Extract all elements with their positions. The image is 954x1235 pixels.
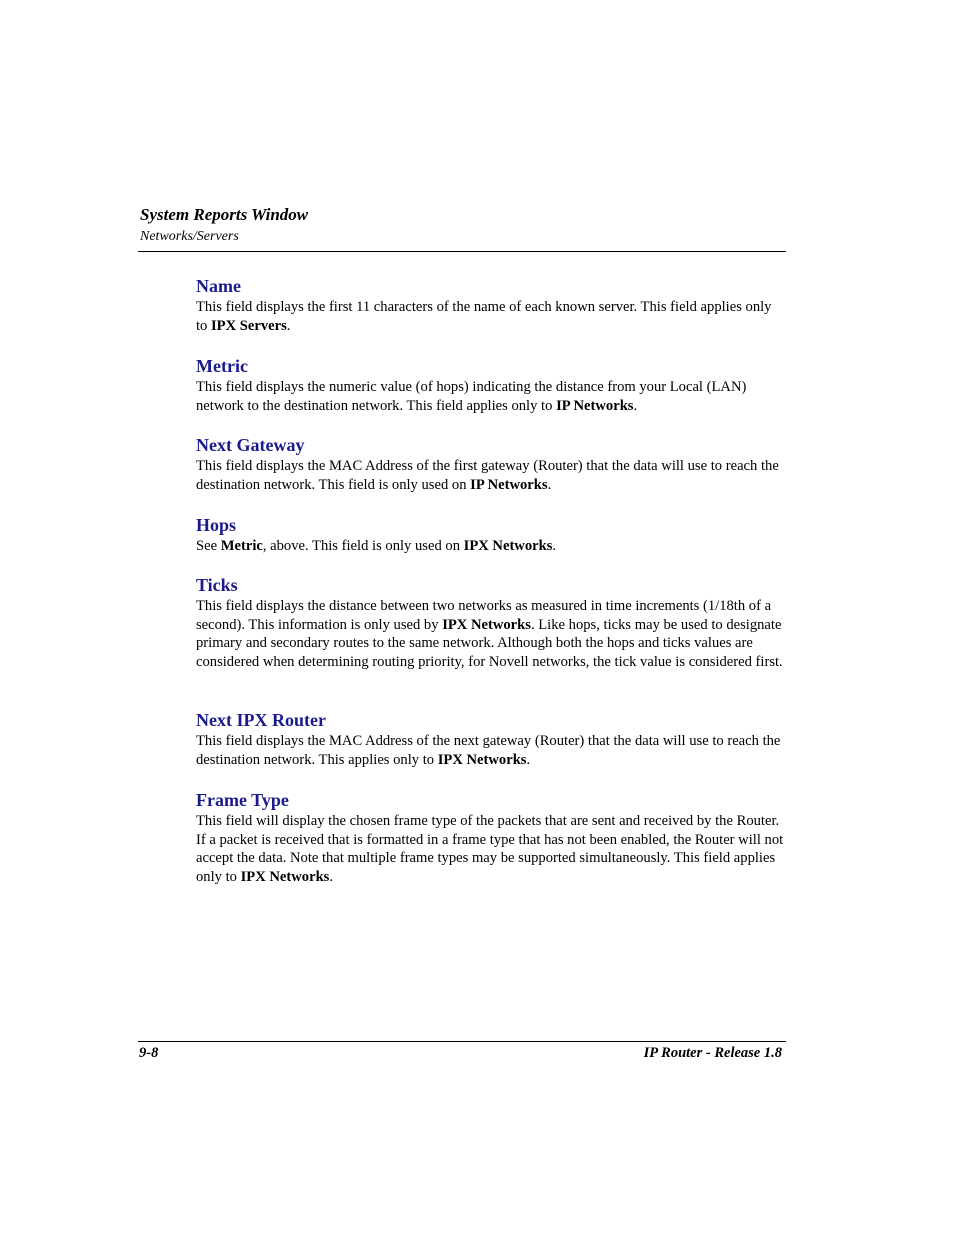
section-body: This field displays the first 11 characters of the name of each known server. This field applies only to IPX Servers. [196, 299, 772, 334]
section-title: Frame Type [196, 790, 289, 810]
section-body: This field displays the distance between two networks as measured in time increments (1/18th of a second). This information is only used by IPX Networks. Like hops, ticks may be used to designate primary and secondary routes to the same network. Although both the hops and ticks values are considered when determining routing priority, for Novell networks, the tick value is considered first. [196, 598, 783, 671]
section-next-ipx-router [196, 710, 786, 769]
section-title: Next Gateway [196, 435, 305, 455]
section-body: This field displays the numeric value (of hops) indicating the distance from your Local (LAN) network to the destination network. This field applies only to IP Networks. [196, 379, 747, 414]
section-title: Next IPX Router [196, 710, 326, 730]
running-header-title: System Reports Window [140, 205, 309, 224]
section-body: See Metric, above. This field is only used on IPX Networks. [196, 538, 557, 554]
footer-rule [138, 1041, 786, 1042]
section-next-gateway [196, 435, 786, 494]
bold-term: IPX Servers [211, 317, 287, 334]
section-name [196, 276, 786, 335]
section-title: Name [196, 276, 241, 296]
bold-term: IP Networks [470, 476, 548, 493]
section-title: Hops [196, 515, 237, 535]
section-ticks [196, 575, 786, 672]
section-body: This field displays the MAC Address of the next gateway (Router) that the data will use to reach the destination network. This applies only to IPX Networks. [196, 733, 781, 768]
page-number: 9-8 [139, 1045, 159, 1061]
section-metric [196, 356, 786, 415]
bold-term: IPX Networks [442, 616, 531, 633]
bold-term: Metric [220, 538, 263, 554]
section-hops [196, 515, 556, 556]
bold-term: IPX Networks [240, 869, 330, 886]
section-frame-type [196, 790, 786, 887]
section-title: Metric [196, 356, 248, 376]
bold-term: IP Networks [556, 397, 634, 414]
section-body: This field will display the chosen frame type of the packets that are sent and received by the Router. If a packet is received that is formatted in a frame type that has not been enabled, the Router will not accept the data. Note that multiple frame types may be supported simultaneously. This field applies only to IPX Networks. [196, 813, 784, 886]
section-title: Ticks [196, 575, 238, 595]
footer-document-title: IP Router - Release 1.8 [643, 1045, 782, 1061]
bold-term: IPX Networks [463, 538, 553, 554]
running-header-subtitle: Networks/Servers [140, 229, 239, 244]
section-body: This field displays the MAC Address of the first gateway (Router) that the data will use to reach the destination network. This field is only used on IP Networks. [196, 458, 779, 493]
bold-term: IPX Networks [437, 751, 527, 768]
header-rule [138, 251, 786, 252]
